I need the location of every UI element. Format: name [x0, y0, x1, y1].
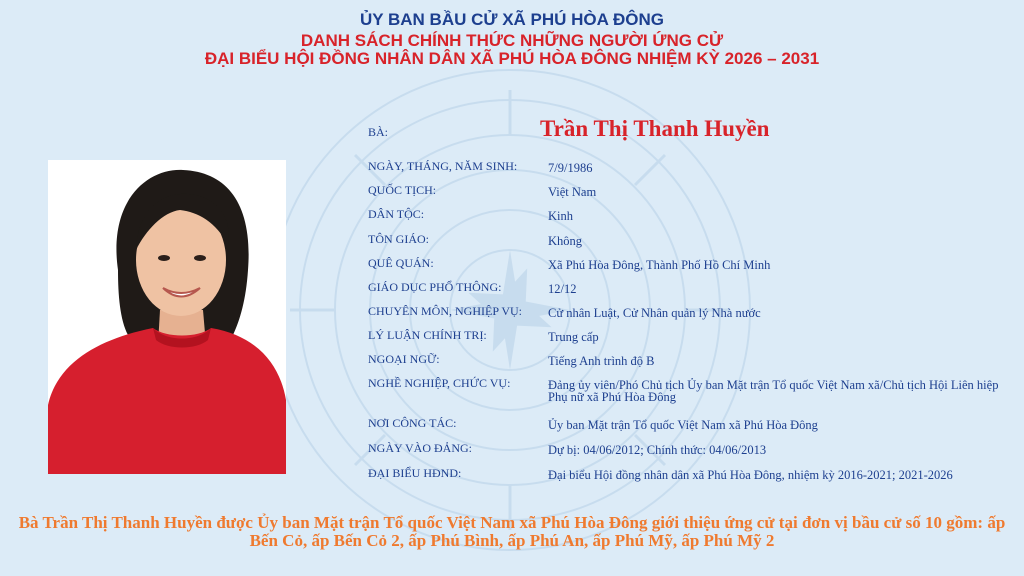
field-label: ĐẠI BIỂU HĐND: — [368, 466, 462, 480]
field-label: TÔN GIÁO: — [368, 232, 429, 246]
field-label: QUỐC TỊCH: — [368, 183, 437, 197]
council-term-title: ĐẠI BIỂU HỘI ĐỒNG NHÂN DÂN XÃ PHÚ HÒA ĐÔNG NHIỆM KỲ 2026 – 2031 — [204, 49, 820, 68]
field-value: Ủy ban Mặt trận Tổ quốc Việt Nam xã Phú Hòa Đông — [548, 418, 818, 432]
field-value: 7/9/1986 — [548, 161, 593, 175]
field-label: NGOẠI NGỮ: — [368, 352, 440, 366]
field-value: Trung cấp — [548, 330, 599, 344]
field-label: DÂN TỘC: — [368, 207, 425, 221]
committee-title: ỦY BAN BẦU CỬ XÃ PHÚ HÒA ĐÔNG — [359, 10, 665, 29]
field-label: NƠI CÔNG TÁC: — [368, 416, 457, 430]
field-label: NGÀY, THÁNG, NĂM SINH: — [368, 159, 518, 173]
header — [0, 10, 1024, 68]
field-value: Xã Phú Hòa Đông, Thành Phố Hồ Chí Minh — [548, 258, 771, 272]
salutation-label: BÀ: — [368, 125, 389, 139]
candidate-portrait — [48, 160, 286, 474]
field-value: Kinh — [548, 209, 573, 223]
field-value: 12/12 — [548, 282, 577, 296]
field-label: GIÁO DỤC PHỔ THÔNG: — [368, 280, 502, 294]
field-value: Đại biểu Hội đồng nhân dân xã Phú Hòa Đông, nhiệm kỳ 2016-2021; 2021-2026 — [548, 468, 953, 482]
field-value: Việt Nam — [548, 185, 597, 199]
nomination-statement: Bà Trần Thị Thanh Huyền được Ủy ban Mặt trận Tổ quốc Việt Nam xã Phú Hòa Đông giới thiệu ứng cử tại đơn vị bầu cử số 10 gồm: ấp Bến Cỏ, ấp Bến Cỏ 2, ấp Phú Bình, ấp Phú An, ấp Phú Mỹ, ấp Phú Mỹ 2 — [18, 513, 1006, 550]
list-title: DANH SÁCH CHÍNH THỨC NHỮNG NGƯỜI ỨNG CỬ — [300, 31, 724, 50]
field-value: Cử nhân Luật, Cử Nhân quản lý Nhà nước — [548, 306, 761, 320]
field-value: Đảng ủy viên/Phó Chủ tịch Ủy ban Mặt trận Tổ quốc Việt Nam xã/Chủ tịch Hội Liên hiệp Phụ nữ xã Phú Hòa Đông — [548, 378, 999, 404]
field-value: Không — [548, 234, 583, 248]
field-value: Tiếng Anh trình độ B — [548, 354, 655, 368]
field-value: Dự bị: 04/06/2012; Chính thức: 04/06/2013 — [548, 443, 767, 457]
field-label: CHUYÊN MÔN, NGHIỆP VỤ: — [368, 304, 523, 318]
field-label: QUÊ QUÁN: — [368, 256, 434, 270]
field-label: NGHỀ NGHIỆP, CHỨC VỤ: — [368, 376, 511, 390]
candidate-name: Trần Thị Thanh Huyền — [540, 116, 770, 141]
field-label: LÝ LUẬN CHÍNH TRỊ: — [368, 328, 487, 342]
portrait-icon — [48, 160, 286, 474]
field-label: NGÀY VÀO ĐẢNG: — [368, 441, 472, 455]
